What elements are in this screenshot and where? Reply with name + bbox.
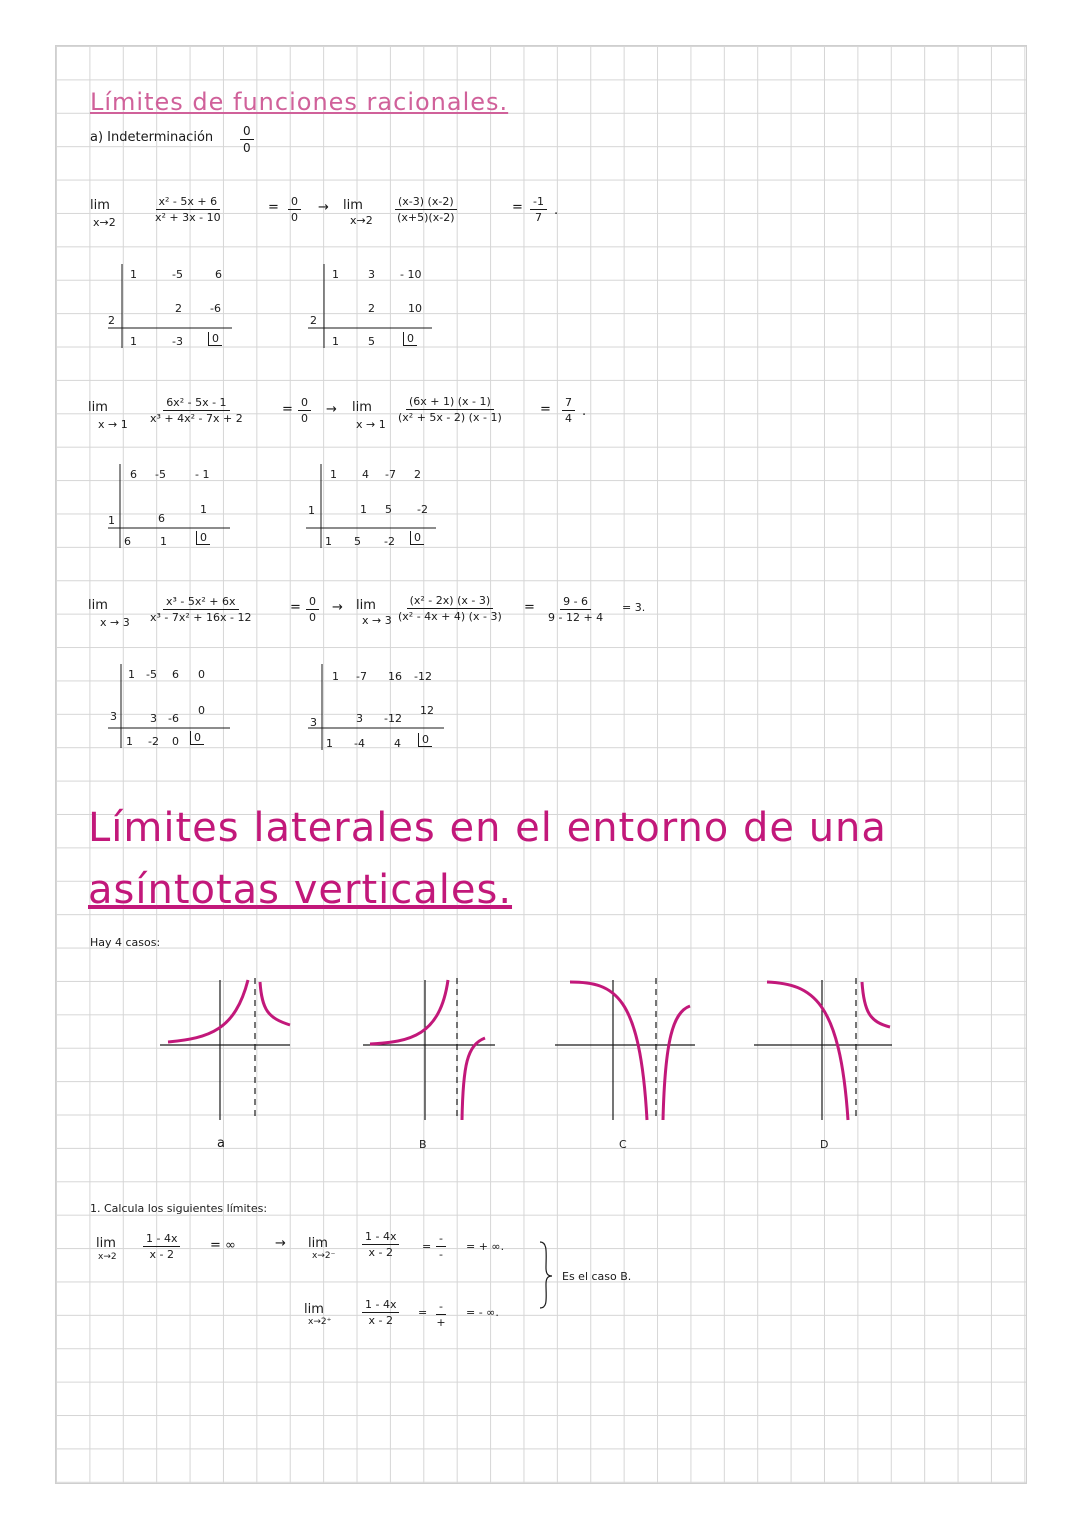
graph-label-c: C [619,1138,627,1151]
ex3-sub2: x → 3 [362,614,392,627]
ex1-r1-mid-2: -6 [210,302,221,315]
ex3-r1-bot-3: 0 [172,735,179,748]
ex1-fraction: $\frac{\text{x² - 5x + 6}}{\text{x² + 3x - 10}}$ [155,195,221,224]
ex3-result-fraction: $\frac{9 - 6}{9 - 12 + 4}$ [548,595,604,624]
ex1-r2-top-2: 3 [368,268,375,281]
ex3-r1-top-1: 1 [128,668,135,681]
ex3-r1-mid-3: 0 [198,704,205,717]
ex3-r2-remainder: 0 [418,733,432,747]
ex1-r2-bot-1: 1 [332,335,339,348]
ex1-r1-top-3: 6 [215,268,222,281]
ex2-r2-divisor: 1 [308,504,315,517]
ex3-r2-top-3: 16 [388,670,402,683]
ex3-result-value: = 3. [622,601,646,614]
ex1-r1-mid-1: 2 [175,302,182,315]
ex3-r1-mid-1: 3 [150,712,157,725]
ex2-equals: = [282,402,293,417]
ex3-lim: lim [88,598,108,613]
ex3-fraction: $\frac{\text{x³ - 5x² + 6x}}{\text{x³ - 7x² + 16x - 12}}$ [150,595,252,624]
ex4-left-sub: x→2⁻ [312,1251,336,1261]
ex4-sub: x→2 [98,1252,117,1262]
section-a-label: a) Indeterminación [90,130,214,145]
ex3-r2-top-2: -7 [356,670,367,683]
ex1-result: $\frac{-1}{7}$ [530,195,547,224]
ex3-r2-mid-2: -12 [384,712,402,725]
ex1-equals: = [268,200,279,215]
ex4-right-result: = - ∞. [466,1306,499,1319]
ex3-factored: $\frac{\text{(x² - 2x) (x - 3)}}{\text{(x² - 4x + 4) (x - 3)}}$ [398,594,502,623]
page-title: Límites de funciones racionales. [90,88,509,116]
ex2-lim: lim [88,400,108,415]
ex3-r1-bot-2: -2 [148,735,159,748]
ex3-r2-bot-2: -4 [354,737,365,750]
ex2-lim2: lim [352,400,372,415]
heading-asymptotes: asíntotas verticales. [88,867,513,913]
ex2-r1-divisor: 1 [108,514,115,527]
ex3-lim2: lim [356,598,376,613]
ex1-lim2: lim [343,198,363,213]
graph-label-b: B [419,1138,427,1151]
ex1-lim: lim [90,198,110,213]
ex3-arrow: → [332,600,343,615]
ex3-r1-divisor: 3 [110,710,117,723]
graph-label-d: D [820,1138,829,1151]
ex3-r1-mid-2: -6 [168,712,179,725]
ex4-right-sub: x→2⁺ [308,1317,332,1327]
ex2-r1-top-3: - 1 [195,468,210,481]
ex2-r1-remainder: 0 [196,531,210,545]
ex3-r2-lines [0,0,1,1]
ex1-r2-bot-2: 5 [368,335,375,348]
ex4-left-lim: lim [308,1236,328,1251]
ex2-r2-bot-1: 1 [325,535,332,548]
section-a-fraction: $\frac{0}{0}$ [240,124,254,155]
ex2-r2-bot-3: -2 [384,535,395,548]
ex3-r2-top-4: -12 [414,670,432,683]
graph-label-a: a [217,1136,225,1151]
ex4-result: = ∞ [210,1238,236,1253]
ex1-period: . [554,203,559,218]
ex2-result: $\frac{7}{4}$ [562,396,575,425]
ex1-arrow: → [318,200,329,215]
ex1-equals2: = [512,200,523,215]
ex3-sub: x → 3 [100,616,130,629]
ex2-sub2: x → 1 [356,418,386,431]
ex2-r1-mid-1: 6 [158,512,165,525]
heading-lateral-limits: Límites laterales en el entorno de una [88,805,887,851]
ex4-lim: lim [96,1236,116,1251]
ex3-r2-mid-3: 12 [420,704,434,717]
ex2-r1-top-1: 6 [130,468,137,481]
ex3-r2-top-1: 1 [332,670,339,683]
ex1-r2-mid-2: 10 [408,302,422,315]
ex2-r1-top-2: -5 [155,468,166,481]
ex2-factored: $\frac{(6x + 1) (x - 1)}{\text{(x² + 5x - 2) (x - 1)}}$ [398,395,502,424]
ex1-r2-top-1: 1 [332,268,339,281]
ex2-r1-bot-2: 1 [160,535,167,548]
ex1-r1-bot-2: -3 [172,335,183,348]
ex3-r2-divisor: 3 [310,716,317,729]
graph-case-a [150,970,300,1130]
ex3-r1-top-2: -5 [146,668,157,681]
curly-brace [536,1240,556,1310]
ex2-equals2: = [540,402,551,417]
ex1-sub2: x→2 [350,214,373,227]
ex4-arrow: → [275,1236,286,1251]
ex2-r2-mid-1: 1 [360,503,367,516]
ex2-r2-bot-2: 5 [354,535,361,548]
ex1-sub: x→2 [93,216,116,229]
ex2-r2-top-2: 4 [362,468,369,481]
graph-case-b [355,970,505,1130]
ex3-r1-bot-1: 1 [126,735,133,748]
ex2-r1-mid-2: 1 [200,503,207,516]
ex1-r2-mid-1: 2 [368,302,375,315]
ex4-right-equals: = [418,1306,428,1319]
ex2-zero-over-zero: $\frac{0}{0}$ [298,396,311,425]
ex1-r1-top-2: -5 [172,268,183,281]
ex1-r2-remainder: 0 [403,332,417,346]
ex3-r2-bot-3: 4 [394,737,401,750]
ex4-left-result: = + ∞. [466,1240,505,1253]
ex3-r1-top-4: 0 [198,668,205,681]
exercise-title: 1. Calcula los siguientes límites: [90,1202,268,1215]
ex2-sub: x → 1 [98,418,128,431]
ex4-right-fraction: $\frac{1 - 4x}{x - 2}$ [362,1298,399,1327]
ex4-right-lim: lim [304,1302,324,1317]
ex3-r2-mid-1: 3 [356,712,363,725]
ex2-r2-mid-3: -2 [417,503,428,516]
cases-intro: Hay 4 casos: [90,936,161,949]
ex1-r2-divisor: 2 [310,314,317,327]
ex3-zero-over-zero: $\frac{0}{0}$ [306,595,319,624]
ex2-r2-top-1: 1 [330,468,337,481]
ex4-right-signs: - + [436,1300,446,1329]
ex1-r2-top-3: - 10 [400,268,422,281]
graph-case-d [752,970,902,1130]
ex1-factored: $\frac{(x-3) (x-2)}{(x+5)(x-2)}$ [395,195,457,224]
ex3-equals: = [290,600,301,615]
ex1-r1-bot-1: 1 [130,335,137,348]
ex1-r1-divisor: 2 [108,314,115,327]
conclusion: Es el caso B. [562,1270,632,1283]
ex4-left-signs: - - [436,1232,446,1261]
ex3-r2-bot-1: 1 [326,737,333,750]
ex3-r1-top-3: 6 [172,668,179,681]
ex2-fraction: $\frac{\text{6x² - 5x - 1}}{\text{x³ + 4x² - 7x + 2}}$ [150,396,243,425]
ex4-left-fraction: $\frac{1 - 4x}{x - 2}$ [362,1230,399,1259]
ex4-fraction: $\frac{1 - 4x}{x - 2}$ [143,1232,180,1261]
ex2-r1-bot-1: 6 [124,535,131,548]
ex2-r2-top-3: -7 [385,468,396,481]
ex2-period: . [582,404,587,419]
ex3-equals2: = [524,600,535,615]
ex1-zero-over-zero: $\frac{0}{0}$ [288,195,301,224]
ex2-r2-mid-2: 5 [385,503,392,516]
ex4-left-equals: = [422,1240,432,1253]
ex2-r2-remainder: 0 [410,531,424,545]
graph-case-c [555,970,705,1130]
ex3-r1-remainder: 0 [190,731,204,745]
ex1-r1-top-1: 1 [130,268,137,281]
ex2-arrow: → [326,402,337,417]
ex1-r1-remainder: 0 [208,332,222,346]
ex2-r2-top-4: 2 [414,468,421,481]
